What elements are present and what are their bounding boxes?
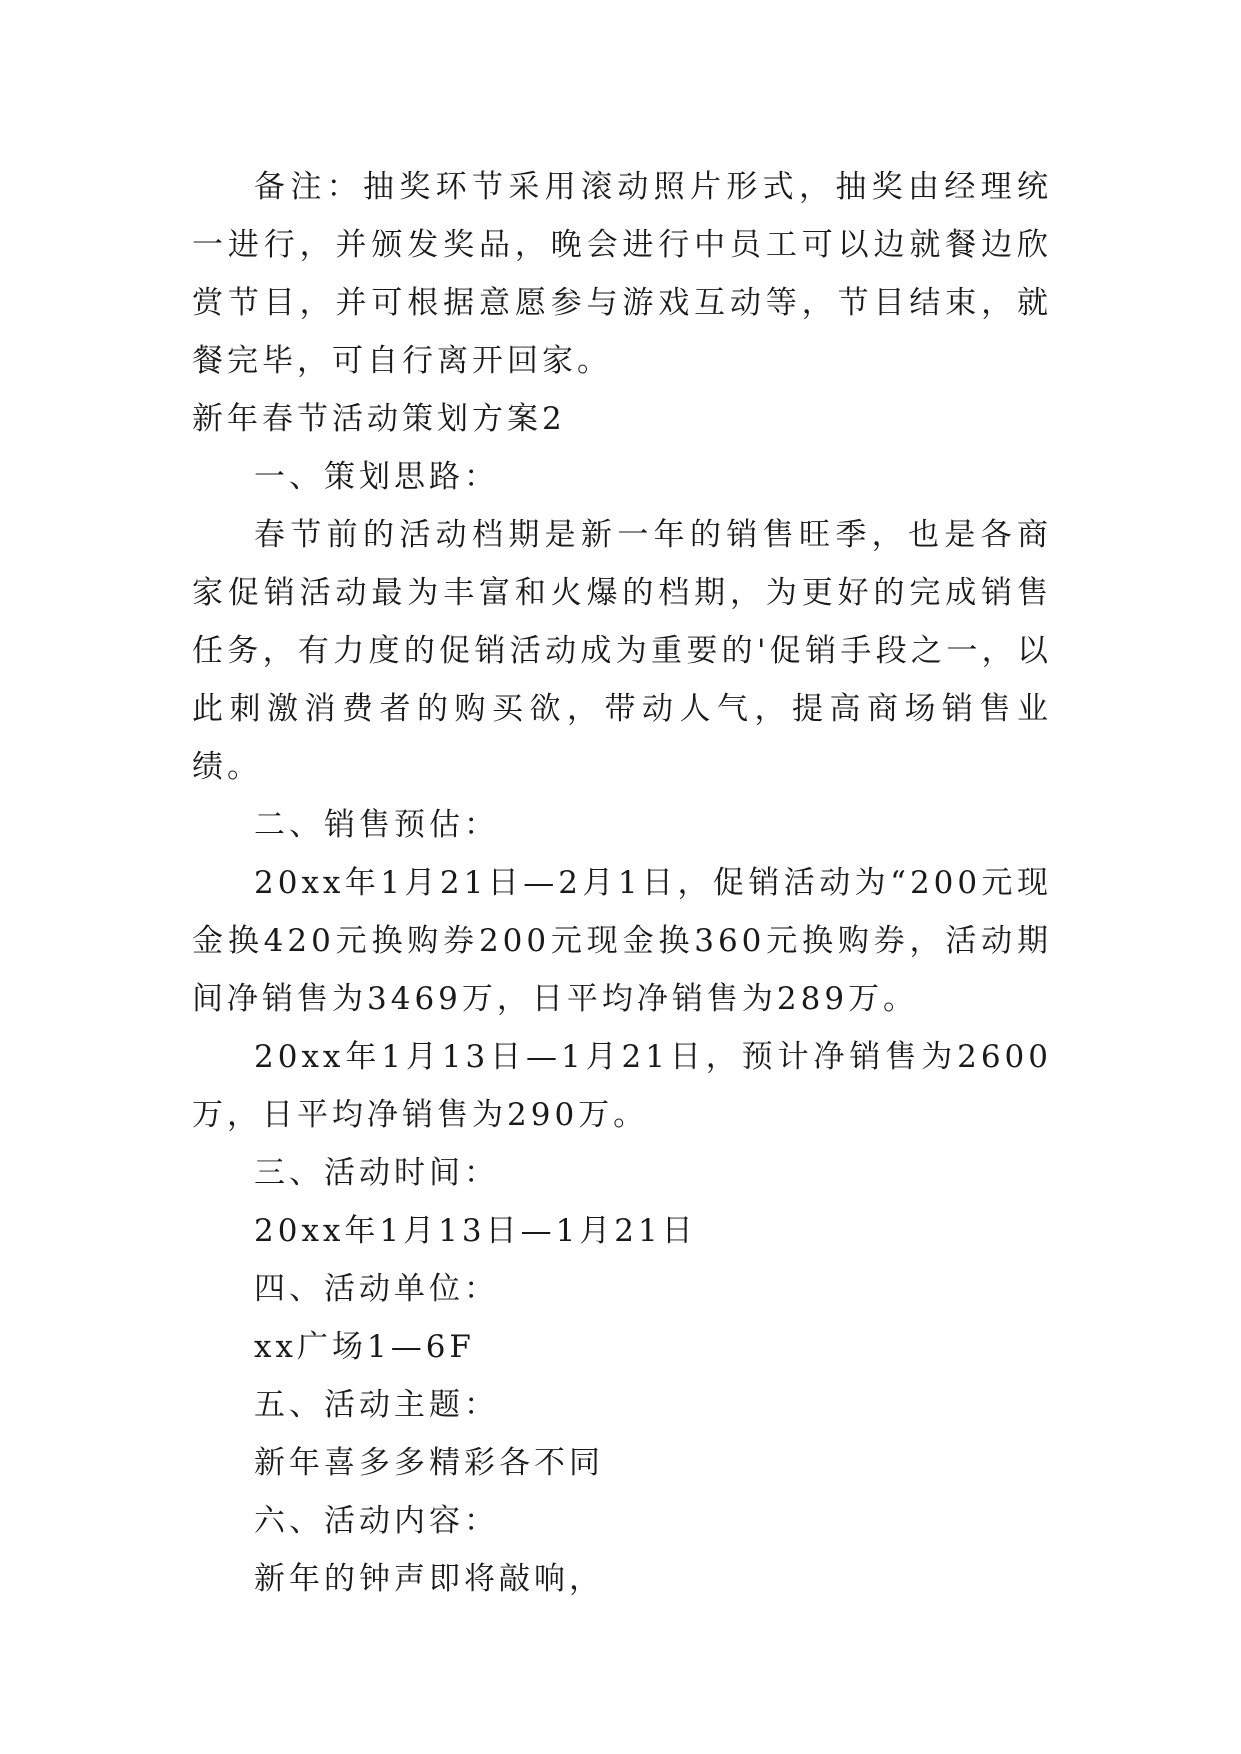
section-heading-venue: 四、活动单位：: [254, 1271, 499, 1307]
planning-paragraph: 春节前的活动档期是新一年的销售旺季，也是各商家促销活动最为丰富和火爆的档期，为更好的完成销售任务，有力度的促销活动成为重要的'促销手段之一，以此刺激消费者的购买欲，带动人气，提高商场销售业绩。: [192, 517, 1052, 785]
content-paragraph: 新年的钟声即将敲响，: [254, 1561, 604, 1597]
section-heading-time: 三、活动时间：: [254, 1155, 499, 1191]
venue-paragraph: xx广场1—6F: [254, 1329, 475, 1365]
note-paragraph: 备注：抽奖环节采用滚动照片形式，抽奖由经理统一进行，并颁发奖品，晚会进行中员工可以边就餐边欣赏节目，并可根据意愿参与游戏互动等，节目结束，就餐完毕，可自行离开回家。: [192, 169, 1052, 379]
theme-paragraph: 新年喜多多精彩各不同: [254, 1445, 604, 1481]
section-heading-theme: 五、活动主题：: [254, 1387, 499, 1423]
document-body: [192, 158, 1052, 1608]
section-heading-planning: 一、策划思路：: [254, 459, 499, 495]
time-paragraph: 20xx年1月13日—1月21日: [254, 1213, 697, 1249]
section-title: 新年春节活动策划方案2: [192, 401, 566, 437]
sales-forecast-paragraph-2: 20xx年1月13日—1月21日，预计净销售为2600万，日平均净销售为290万。: [192, 1039, 1052, 1133]
section-heading-content: 六、活动内容：: [254, 1503, 499, 1539]
sales-forecast-paragraph-1: 20xx年1月21日—2月1日，促销活动为“200元现金换420元换购券200元现金换360元换购券，活动期间净销售为3469万，日平均净销售为289万。: [192, 865, 1052, 1017]
section-heading-sales-forecast: 二、销售预估：: [254, 807, 499, 843]
